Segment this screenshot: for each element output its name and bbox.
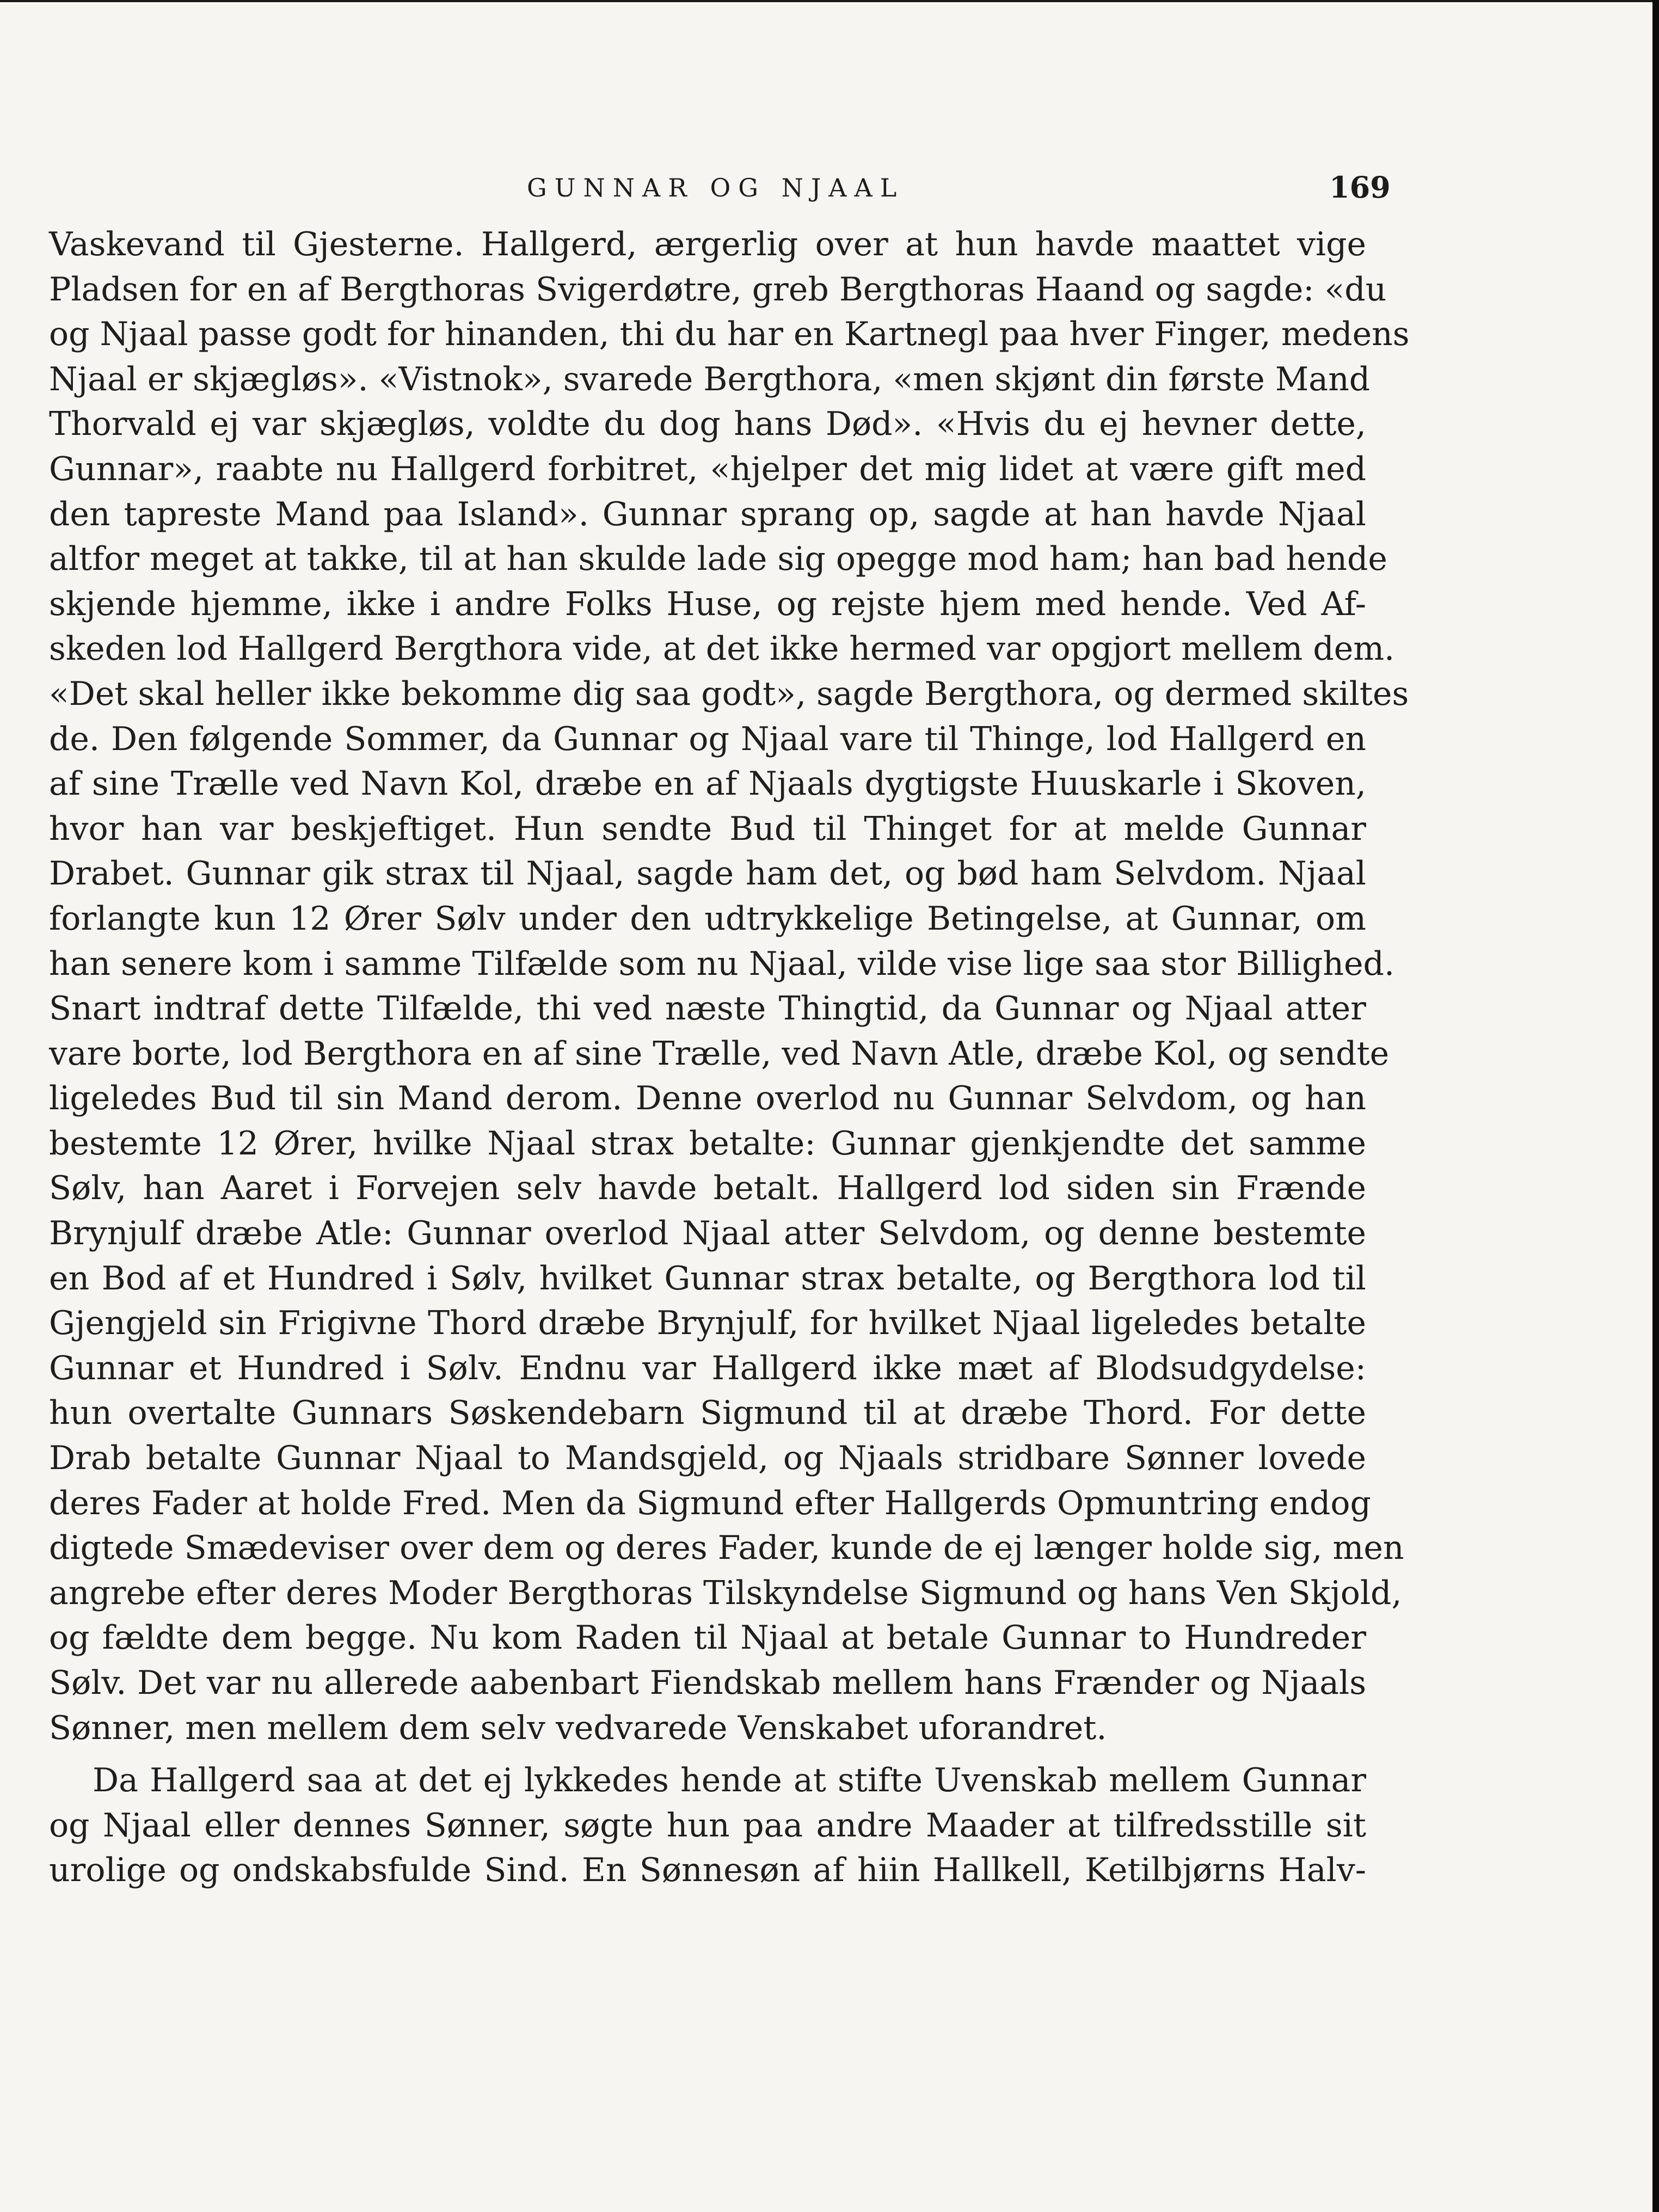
text-line: Sønner, men mellem dem selv vedvarede Venskabet uforandret.	[49, 1709, 1107, 1747]
text-line: og Njaal eller dennes Sønner, søgte hun paa andre Maader at tilfredsstille sit	[49, 1806, 1366, 1845]
text-line: bestemte 12 Ører, hvilke Njaal strax betalte: Gunnar gjenkjendte det samme	[49, 1124, 1366, 1163]
text-line: de. Den følgende Sommer, da Gunnar og Njaal vare til Thinge, lod Hallgerd en	[49, 720, 1366, 758]
text-line: og Njaal passe godt for hinanden, thi du har en Kartnegl paa hver Finger, medens	[49, 315, 1410, 354]
text-line: altfor meget at takke, til at han skulde lade sig opegge mod ham; han bad hende	[49, 540, 1387, 579]
text-line: hun overtalte Gunnars Søskendebarn Sigmund til at dræbe Thord. For dette	[49, 1394, 1366, 1433]
text-line: Brynjulf dræbe Atle: Gunnar overlod Njaal atter Selvdom, og denne bestemte	[49, 1214, 1366, 1253]
text-line: Thorvald ej var skjægløs, voldte du dog hans Død». «Hvis du ej hevner dette,	[49, 405, 1366, 444]
paragraph-2	[49, 1758, 1366, 1893]
paragraph-gap	[49, 1750, 1366, 1758]
text-line: Snart indtraf dette Tilfælde, thi ved næste Thingtid, da Gunnar og Njaal atter	[49, 990, 1366, 1028]
text-line: Gunnar», raabte nu Hallgerd forbitret, «hjelper det mig lidet at være gift med	[49, 450, 1366, 488]
text-line: Gjengjeld sin Frigivne Thord dræbe Brynjulf, for hvilket Njaal ligeledes betalte	[49, 1304, 1366, 1343]
text-line: og fældte dem begge. Nu kom Raden til Njaal at betale Gunnar to Hundreder	[49, 1619, 1366, 1657]
paragraph-1	[49, 222, 1410, 1750]
text-line: ligeledes Bud til sin Mand derom. Denne overlod nu Gunnar Selvdom, og han	[49, 1079, 1366, 1118]
running-head-title: GUNNAR OG NJAAL	[527, 173, 905, 202]
text-line: Drab betalte Gunnar Njaal to Mandsgjeld, og Njaals stridbare Sønner lovede	[49, 1439, 1366, 1478]
text-line: Njaal er skjægløs». «Vistnok», svarede Bergthora, «men skjønt din første Mand	[49, 360, 1371, 398]
text-line: en Bod af et Hundred i Sølv, hvilket Gunnar strax betalte, og Bergthora lod til	[49, 1259, 1366, 1298]
text-line: digtede Smædeviser over dem og deres Fader, kunde de ej længer holde sig, men	[49, 1529, 1404, 1568]
scan-right-edge	[1652, 0, 1659, 2212]
text-line: han senere kom i samme Tilfælde som nu Njaal, vilde vise lige saa stor Billighed.	[49, 944, 1395, 983]
scan-top-edge	[0, 0, 1659, 2]
text-line: Sølv, han Aaret i Forvejen selv havde betalt. Hallgerd lod siden sin Frænde	[49, 1169, 1366, 1208]
text-line: skeden lod Hallgerd Bergthora vide, at det ikke hermed var opgjort mellem dem.	[49, 630, 1395, 668]
text-line: Da Hallgerd saa at det ej lykkedes hende at stifte Uvenskab mellem Gunnar	[93, 1761, 1366, 1800]
text-line: af sine Trælle ved Navn Kol, dræbe en af Njaals dygtigste Huuskarle i Skoven,	[49, 765, 1366, 803]
text-line: den tapreste Mand paa Island». Gunnar sprang op, sagde at han havde Njaal	[49, 495, 1366, 533]
text-line: angrebe efter deres Moder Bergthoras Tilskyndelse Sigmund og hans Ven Skjold,	[49, 1574, 1402, 1612]
text-line: urolige og ondskabsfulde Sind. En Sønnesøn af hiin Hallkell, Ketilbjørns Halv-	[49, 1851, 1366, 1890]
text-line: skjende hjemme, ikke i andre Folks Huse, og rejste hjem med hende. Ved Af-	[49, 585, 1366, 623]
text-line: Drabet. Gunnar gik strax til Njaal, sagde ham det, og bød ham Selvdom. Njaal	[49, 855, 1366, 893]
text-line: hvor han var beskjeftiget. Hun sendte Bud til Thinget for at melde Gunnar	[49, 809, 1366, 848]
text-line: Vaskevand til Gjesterne. Hallgerd, ærgerlig over at hun havde maattet vige	[49, 225, 1366, 263]
text-line: forlangte kun 12 Ører Sølv under den udtrykkelige Betingelse, at Gunnar, om	[49, 899, 1366, 938]
text-line: Gunnar et Hundred i Sølv. Endnu var Hallgerd ikke mæt af Blodsudgydelse:	[49, 1349, 1366, 1387]
page-number: 169	[1329, 170, 1391, 205]
text-line: vare borte, lod Bergthora en af sine Trælle, ved Navn Atle, dræbe Kol, og sendte	[49, 1034, 1390, 1073]
text-line: Sølv. Det var nu allerede aabenbart Fiendskab mellem hans Frænder og Njaals	[49, 1664, 1366, 1702]
text-line: «Det skal heller ikke bekomme dig saa godt», sagde Bergthora, og dermed skiltes	[49, 674, 1409, 713]
body-text	[49, 222, 1410, 1893]
text-line: deres Fader at holde Fred. Men da Sigmund efter Hallgerds Opmuntring endog	[49, 1484, 1371, 1522]
text-line: Pladsen for en af Bergthoras Svigerdøtre, greb Bergthoras Haand og sagde: «du	[49, 270, 1387, 309]
